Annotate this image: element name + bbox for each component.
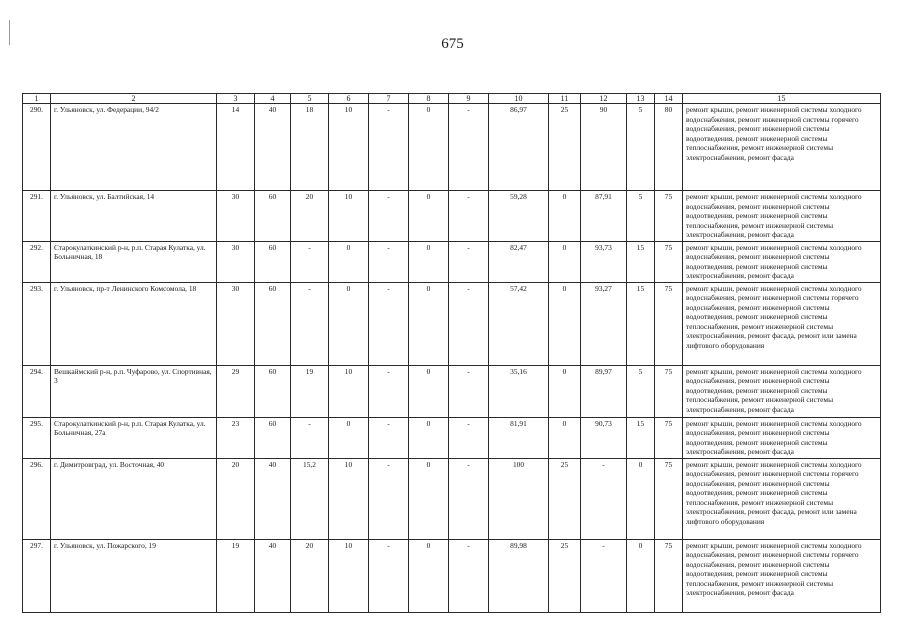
column-header: 14 bbox=[655, 94, 683, 104]
value-cell: 20 bbox=[291, 539, 329, 612]
value-cell: - bbox=[369, 241, 409, 282]
column-header: 12 bbox=[581, 94, 627, 104]
value-cell: - bbox=[369, 417, 409, 458]
value-cell: 30 bbox=[217, 282, 255, 365]
value-cell: - bbox=[449, 282, 489, 365]
value-cell: - bbox=[369, 365, 409, 417]
value-cell: 25 bbox=[549, 104, 581, 191]
repair-table bbox=[22, 93, 881, 613]
value-cell: 19 bbox=[291, 365, 329, 417]
value-cell: 5 bbox=[627, 191, 655, 242]
value-cell: 75 bbox=[655, 417, 683, 458]
value-cell: 10 bbox=[329, 104, 369, 191]
value-cell: - bbox=[369, 104, 409, 191]
value-cell: 90 bbox=[581, 104, 627, 191]
value-cell: 81,91 bbox=[489, 417, 549, 458]
value-cell: - bbox=[369, 539, 409, 612]
value-cell: 30 bbox=[217, 191, 255, 242]
column-header: 8 bbox=[409, 94, 449, 104]
works-cell: ремонт крыши, ремонт инженерной системы холодного водоснабжения, ремонт инженерной системы водоотведения, ремонт инженерной системы теплоснабжения, ремонт инженерной системы электроснабжения, ремонт фасада bbox=[683, 365, 881, 417]
value-cell: 59,28 bbox=[489, 191, 549, 242]
value-cell: - bbox=[369, 282, 409, 365]
value-cell: 5 bbox=[627, 365, 655, 417]
table-row bbox=[23, 282, 881, 365]
value-cell: - bbox=[449, 365, 489, 417]
value-cell: - bbox=[449, 191, 489, 242]
value-cell: - bbox=[449, 104, 489, 191]
value-cell: 18 bbox=[291, 104, 329, 191]
row-number: 293. bbox=[23, 282, 51, 365]
value-cell: 0 bbox=[549, 365, 581, 417]
value-cell: 75 bbox=[655, 539, 683, 612]
value-cell: 0 bbox=[409, 417, 449, 458]
table-row bbox=[23, 458, 881, 539]
value-cell: - bbox=[449, 417, 489, 458]
column-number-row bbox=[23, 94, 881, 104]
row-number: 295. bbox=[23, 417, 51, 458]
address-cell: г. Ульяновск, ул. Федерации, 94/2 bbox=[51, 104, 217, 191]
value-cell: 60 bbox=[255, 241, 291, 282]
value-cell: 0 bbox=[409, 191, 449, 242]
column-header: 11 bbox=[549, 94, 581, 104]
value-cell: 93,27 bbox=[581, 282, 627, 365]
value-cell: 93,73 bbox=[581, 241, 627, 282]
value-cell: 60 bbox=[255, 417, 291, 458]
value-cell: 75 bbox=[655, 282, 683, 365]
value-cell: 15 bbox=[627, 282, 655, 365]
row-number: 290. bbox=[23, 104, 51, 191]
value-cell: 0 bbox=[549, 282, 581, 365]
value-cell: 0 bbox=[549, 241, 581, 282]
value-cell: 40 bbox=[255, 104, 291, 191]
value-cell: 14 bbox=[217, 104, 255, 191]
value-cell: 40 bbox=[255, 458, 291, 539]
column-header: 5 bbox=[291, 94, 329, 104]
value-cell: 0 bbox=[329, 241, 369, 282]
page-number: 675 bbox=[441, 36, 464, 52]
value-cell: 15 bbox=[627, 241, 655, 282]
address-cell: Вешкаймский р-н, р.п. Чуфарово, ул. Спортивная, 3 bbox=[51, 365, 217, 417]
row-number: 292. bbox=[23, 241, 51, 282]
table-row bbox=[23, 539, 881, 612]
address-cell: г. Ульяновск, пр-т Ленинского Комсомола, 18 bbox=[51, 282, 217, 365]
table-row bbox=[23, 241, 881, 282]
value-cell: 0 bbox=[409, 282, 449, 365]
value-cell: 5 bbox=[627, 104, 655, 191]
column-header: 4 bbox=[255, 94, 291, 104]
address-cell: г. Ульяновск, ул. Пожарского, 19 bbox=[51, 539, 217, 612]
column-header: 2 bbox=[51, 94, 217, 104]
row-number: 291. bbox=[23, 191, 51, 242]
value-cell: 0 bbox=[409, 539, 449, 612]
value-cell: 60 bbox=[255, 282, 291, 365]
address-cell: г. Ульяновск, ул. Балтийская, 14 bbox=[51, 191, 217, 242]
address-cell: Старокулаткинский р-н, р.п. Старая Кулатка, ул. Больничная, 27а bbox=[51, 417, 217, 458]
column-header: 9 bbox=[449, 94, 489, 104]
value-cell: 29 bbox=[217, 365, 255, 417]
value-cell: 25 bbox=[549, 458, 581, 539]
column-header: 7 bbox=[369, 94, 409, 104]
works-cell: ремонт крыши, ремонт инженерной системы холодного водоснабжения, ремонт инженерной системы горячего водоснабжения, ремонт инженерной системы водоотведения, ремонт инженерной системы теплоснабжения, ремонт инженерной системы электроснабжения, ремонт фасада, ремонт или замена лифтового оборудования bbox=[683, 282, 881, 365]
table-row bbox=[23, 417, 881, 458]
value-cell: 10 bbox=[329, 191, 369, 242]
value-cell: 35,16 bbox=[489, 365, 549, 417]
value-cell: 0 bbox=[549, 191, 581, 242]
value-cell: 20 bbox=[217, 458, 255, 539]
address-cell: Старокулаткинский р-н, р.п. Старая Кулатка, ул. Больничная, 18 bbox=[51, 241, 217, 282]
value-cell: - bbox=[581, 539, 627, 612]
row-number: 294. bbox=[23, 365, 51, 417]
value-cell: 23 bbox=[217, 417, 255, 458]
row-number: 296. bbox=[23, 458, 51, 539]
works-cell: ремонт крыши, ремонт инженерной системы холодного водоснабжения, ремонт инженерной системы водоотведения, ремонт инженерной системы теплоснабжения, ремонт инженерной системы электроснабжения, ремонт фасада bbox=[683, 191, 881, 242]
value-cell: 82,47 bbox=[489, 241, 549, 282]
value-cell: - bbox=[449, 539, 489, 612]
value-cell: - bbox=[581, 458, 627, 539]
value-cell: 100 bbox=[489, 458, 549, 539]
value-cell: 89,98 bbox=[489, 539, 549, 612]
table-row bbox=[23, 191, 881, 242]
value-cell: 75 bbox=[655, 191, 683, 242]
value-cell: 15,2 bbox=[291, 458, 329, 539]
value-cell: 10 bbox=[329, 458, 369, 539]
works-cell: ремонт крыши, ремонт инженерной системы холодного водоснабжения, ремонт инженерной системы водоотведения, ремонт инженерной системы электроснабжения, ремонт фасада bbox=[683, 417, 881, 458]
row-number: 297. bbox=[23, 539, 51, 612]
value-cell: 57,42 bbox=[489, 282, 549, 365]
value-cell: 0 bbox=[627, 539, 655, 612]
value-cell: 89,97 bbox=[581, 365, 627, 417]
column-header: 15 bbox=[683, 94, 881, 104]
table-row bbox=[23, 365, 881, 417]
value-cell: 87,91 bbox=[581, 191, 627, 242]
value-cell: 86,97 bbox=[489, 104, 549, 191]
value-cell: - bbox=[369, 458, 409, 539]
column-header: 3 bbox=[217, 94, 255, 104]
value-cell: 75 bbox=[655, 241, 683, 282]
value-cell: 0 bbox=[329, 282, 369, 365]
value-cell: 60 bbox=[255, 365, 291, 417]
value-cell: 80 bbox=[655, 104, 683, 191]
value-cell: 19 bbox=[217, 539, 255, 612]
value-cell: 0 bbox=[409, 104, 449, 191]
address-cell: г. Димитровград, ул. Восточная, 40 bbox=[51, 458, 217, 539]
value-cell: 0 bbox=[627, 458, 655, 539]
value-cell: - bbox=[449, 458, 489, 539]
works-cell: ремонт крыши, ремонт инженерной системы холодного водоснабжения, ремонт инженерной системы горячего водоснабжения, ремонт инженерной системы водоотведения, ремонт инженерной системы теплоснабжения, ремонт инженерной системы электроснабжения, ремонт фасада, ремонт или замена лифтового оборудования bbox=[683, 458, 881, 539]
table-row bbox=[23, 104, 881, 191]
value-cell: - bbox=[449, 241, 489, 282]
works-cell: ремонт крыши, ремонт инженерной системы холодного водоснабжения, ремонт инженерной системы горячего водоснабжения, ремонт инженерной системы водоотведения, ремонт инженерной системы теплоснабжения, ремонт инженерной системы электроснабжения, ремонт фасада bbox=[683, 104, 881, 191]
works-cell: ремонт крыши, ремонт инженерной системы холодного водоснабжения, ремонт инженерной системы водоотведения, ремонт инженерной системы электроснабжения, ремонт фасада bbox=[683, 241, 881, 282]
column-header: 13 bbox=[627, 94, 655, 104]
value-cell: - bbox=[291, 241, 329, 282]
value-cell: 0 bbox=[549, 417, 581, 458]
works-cell: ремонт крыши, ремонт инженерной системы холодного водоснабжения, ремонт инженерной системы горячего водоснабжения, ремонт инженерной системы водоотведения, ремонт инженерной системы теплоснабжения, ремонт инженерной системы электроснабжения, ремонт фасада bbox=[683, 539, 881, 612]
value-cell: 0 bbox=[329, 417, 369, 458]
value-cell: 40 bbox=[255, 539, 291, 612]
column-header: 10 bbox=[489, 94, 549, 104]
column-header: 1 bbox=[23, 94, 51, 104]
column-header: 6 bbox=[329, 94, 369, 104]
value-cell: 0 bbox=[409, 458, 449, 539]
value-cell: 20 bbox=[291, 191, 329, 242]
value-cell: 25 bbox=[549, 539, 581, 612]
value-cell: 0 bbox=[409, 365, 449, 417]
value-cell: - bbox=[369, 191, 409, 242]
value-cell: 10 bbox=[329, 365, 369, 417]
value-cell: 30 bbox=[217, 241, 255, 282]
value-cell: 75 bbox=[655, 458, 683, 539]
value-cell: - bbox=[291, 282, 329, 365]
value-cell: 0 bbox=[409, 241, 449, 282]
value-cell: 60 bbox=[255, 191, 291, 242]
value-cell: 15 bbox=[627, 417, 655, 458]
value-cell: 90,73 bbox=[581, 417, 627, 458]
value-cell: 10 bbox=[329, 539, 369, 612]
value-cell: 75 bbox=[655, 365, 683, 417]
value-cell: - bbox=[291, 417, 329, 458]
